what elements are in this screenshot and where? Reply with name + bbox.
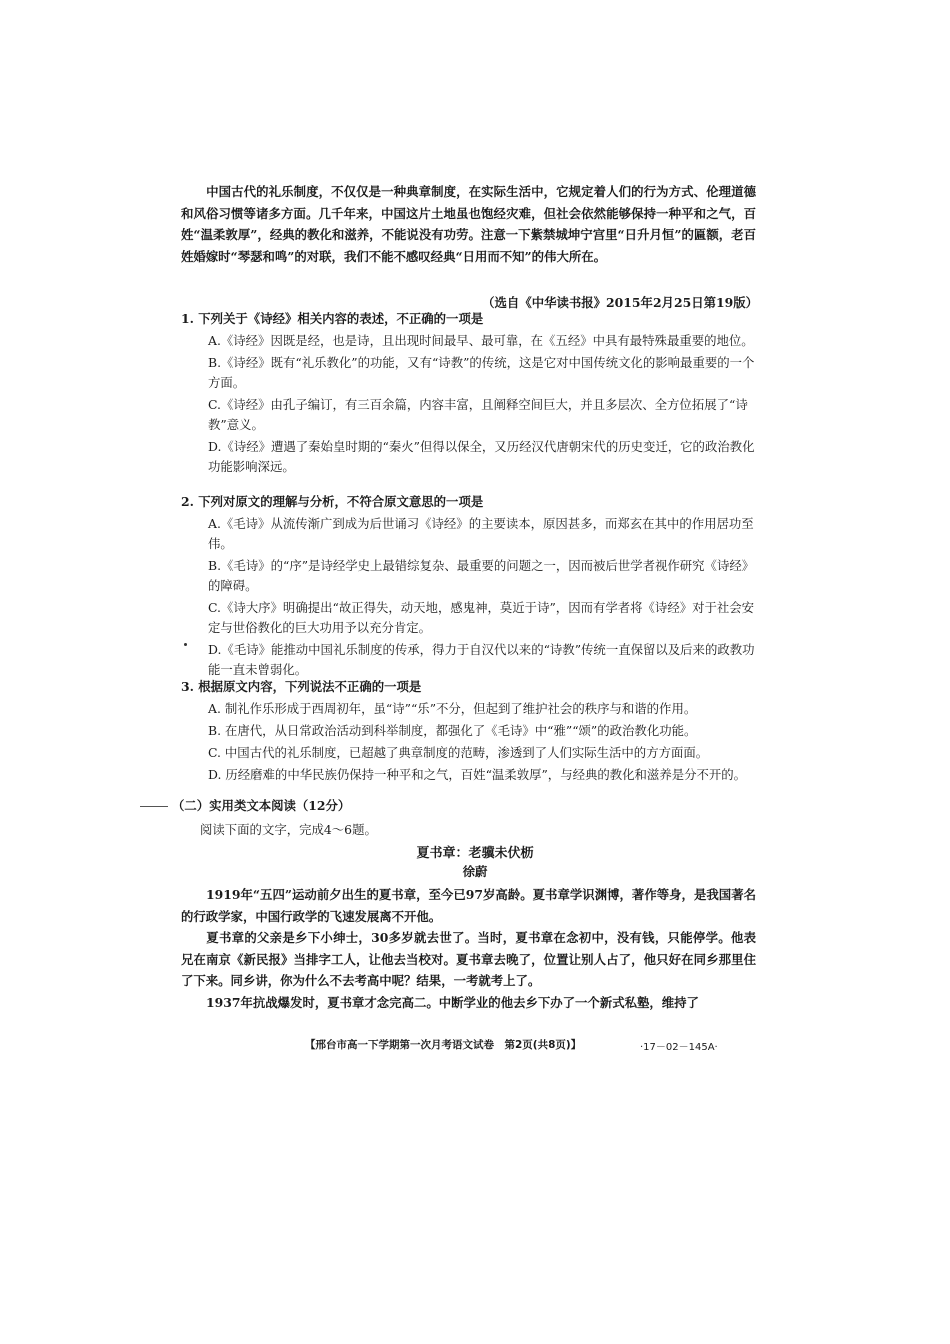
- option-b: B.《诗经》既有“礼乐教化”的功能，又有“诗教”的传统，这是它对中国传统文化的影响最重要的一个方面。: [208, 355, 755, 390]
- question-2: [181, 492, 756, 680]
- option-a: A. 制礼作乐形成于西周初年，虽“诗”“乐”不分，但起到了维护社会的秩序与和谐的作用。: [208, 701, 697, 716]
- option-c: C.《诗经》由孔子编订，有三百余篇，内容丰富，且阐释空间巨大，并且多层次、全方位拓展了“诗教”意义。: [208, 397, 748, 432]
- exam-code: ·17－02－145A·: [640, 1042, 718, 1053]
- article-body: [181, 884, 756, 1013]
- option-b: B.《毛诗》的“序”是诗经学史上最错综复杂、最重要的问题之一，因而被后世学者视作研究《诗经》的障碍。: [208, 558, 755, 593]
- question-3: [181, 677, 756, 785]
- option-a: A.《毛诗》从流传渐广到成为后世诵习《诗经》的主要读本，原因甚多，而郑玄在其中的作用居功至伟。: [208, 516, 754, 551]
- section-heading: （二）实用类文本阅读（12分）: [172, 798, 351, 813]
- page-footer: 【邢台市高一下学期第一次月考语文试卷 第2页(共8页)】: [305, 1039, 582, 1051]
- question-stem: 1. 下列关于《诗经》相关内容的表述，不正确的一项是: [181, 311, 484, 326]
- article-paragraph: 夏书章的父亲是乡下小绅士，30多岁就去世了。当时，夏书章在念初中，没有钱，只能停学。他表兄在南京《新民报》当排字工人，让他去当校对。夏书章去晚了，位置让别人占了，他只好在同乡那里住了下来。同乡讲，你为什么不去考高中呢？结果，一考就考上了。: [181, 930, 756, 988]
- option-b: B. 在唐代，从日常政治活动到科举制度，都强化了《毛诗》中“雅”“颂”的政治教化功能。: [208, 723, 697, 738]
- option-a: A.《诗经》因既是经，也是诗，且出现时间最早、最可靠，在《五经》中具有最特殊最重要的地位。: [208, 333, 754, 348]
- article-paragraph: 1919年“五四”运动前夕出生的夏书章，至今已97岁高龄。夏书章学识渊博，著作等身，是我国著名的行政学家，中国行政学的飞速发展离不开他。: [181, 887, 756, 924]
- section-instruction: 阅读下面的文字，完成4～6题。: [200, 822, 377, 837]
- question-stem: 2. 下列对原文的理解与分析，不符合原文意思的一项是: [181, 494, 484, 509]
- question-1: [181, 309, 756, 477]
- article-author: 徐蔚: [462, 864, 488, 879]
- option-c: C.《诗大序》明确提出“故正得失，动天地，感鬼神，莫近于诗”，因而有学者将《诗经》对于社会安定与世俗教化的巨大功用予以充分肯定。: [208, 600, 755, 635]
- margin-rule: [140, 806, 168, 807]
- option-d: D.《诗经》遭遇了秦始皇时期的“秦火”但得以保全，又历经汉代唐朝宋代的历史变迁，它的政治教化功能影响深远。: [208, 439, 755, 474]
- option-c: C. 中国古代的礼乐制度，已超越了典章制度的范畴，渗透到了人们实际生活中的方方面面。: [208, 745, 709, 760]
- intro-paragraph: 中国古代的礼乐制度，不仅仅是一种典章制度，在实际生活中，它规定着人们的行为方式、伦理道德和风俗习惯等诸多方面。几千年来，中国这片土地虽也饱经灾难，但社会依然能够保持一种平和之气，百姓“温柔敦厚”，经典的教化和滋养，不能说没有功劳。注意一下紫禁城坤宁宫里“日升月恒”的匾额，老百姓婚嫁时“琴瑟和鸣”的对联，我们不能不感叹经典“日用而不知”的伟大所在。: [181, 184, 756, 264]
- article-paragraph: 1937年抗战爆发时，夏书章才念完高二。中断学业的他去乡下办了一个新式私塾，维持了: [206, 994, 699, 1010]
- option-d: D. 历经磨难的中华民族仍保持一种平和之气，百姓“温柔敦厚”，与经典的教化和滋养是分不开的。: [208, 767, 747, 782]
- scan-speck: [184, 643, 187, 646]
- question-stem: 3. 根据原文内容，下列说法不正确的一项是: [181, 679, 422, 694]
- source-citation: （选自《中华读书报》2015年2月25日第19版）: [482, 295, 758, 310]
- option-d: D.《毛诗》能推动中国礼乐制度的传承，得力于自汉代以来的“诗教”传统一直保留以及后来的政教功能一直未曾弱化。: [208, 642, 755, 677]
- article-title: 夏书章：老骥未伏枥: [416, 846, 534, 861]
